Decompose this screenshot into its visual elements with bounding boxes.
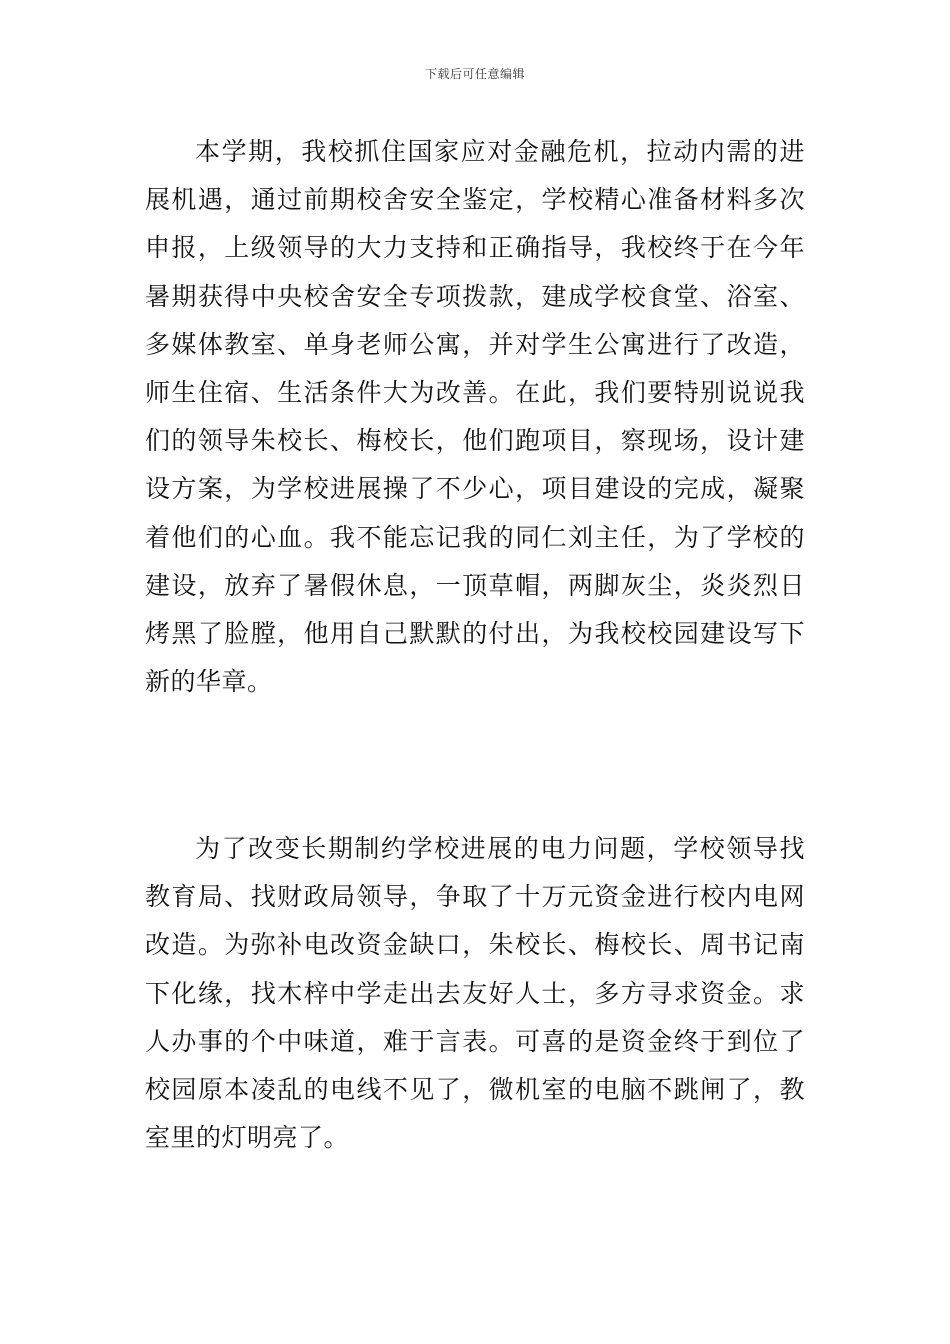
- body-paragraph-2: 为了改变长期制约学校进展的电力问题，学校领导找教育局、找财政局领导，争取了十万元资金进行校内电网改造。为弥补电改资金缺口，朱校长、梅校长、周书记南下化缘，找木梓中学走出去友好人士，多方寻求资金。求人办事的个中味道，难于言表。可喜的是资金终于到位了校园原本凌乱的电线不见了，微机室的电脑不跳闸了，教室里的灯明亮了。: [145, 834, 805, 1153]
- header-note: 下载后可任意编辑: [424, 67, 525, 81]
- body-paragraph-1: 本学期，我校抓住国家应对金融危机，拉动内需的进展机遇，通过前期校舍安全鉴定，学校精心准备材料多次申报，上级领导的大力支持和正确指导，我校终于在今年暑期获得中央校舍安全专项拨款，建成学校食堂、浴室、多媒体教室、单身老师公寓，并对学生公寓进行了改造，师生住宿、生活条件大为改善。在此，我们要特别说说我们的领导朱校长、梅校长，他们跑项目，察现场，设计建设方案，为学校进展操了不少心，项目建设的完成，凝聚着他们的心血。我不能忘记我的同仁刘主任，为了学校的建设，放弃了暑假休息，一顶草帽，两脚灰尘，炎炎烈日烤黑了脸膛，他用自己默默的付出，为我校校园建设写下新的华章。: [145, 137, 805, 697]
